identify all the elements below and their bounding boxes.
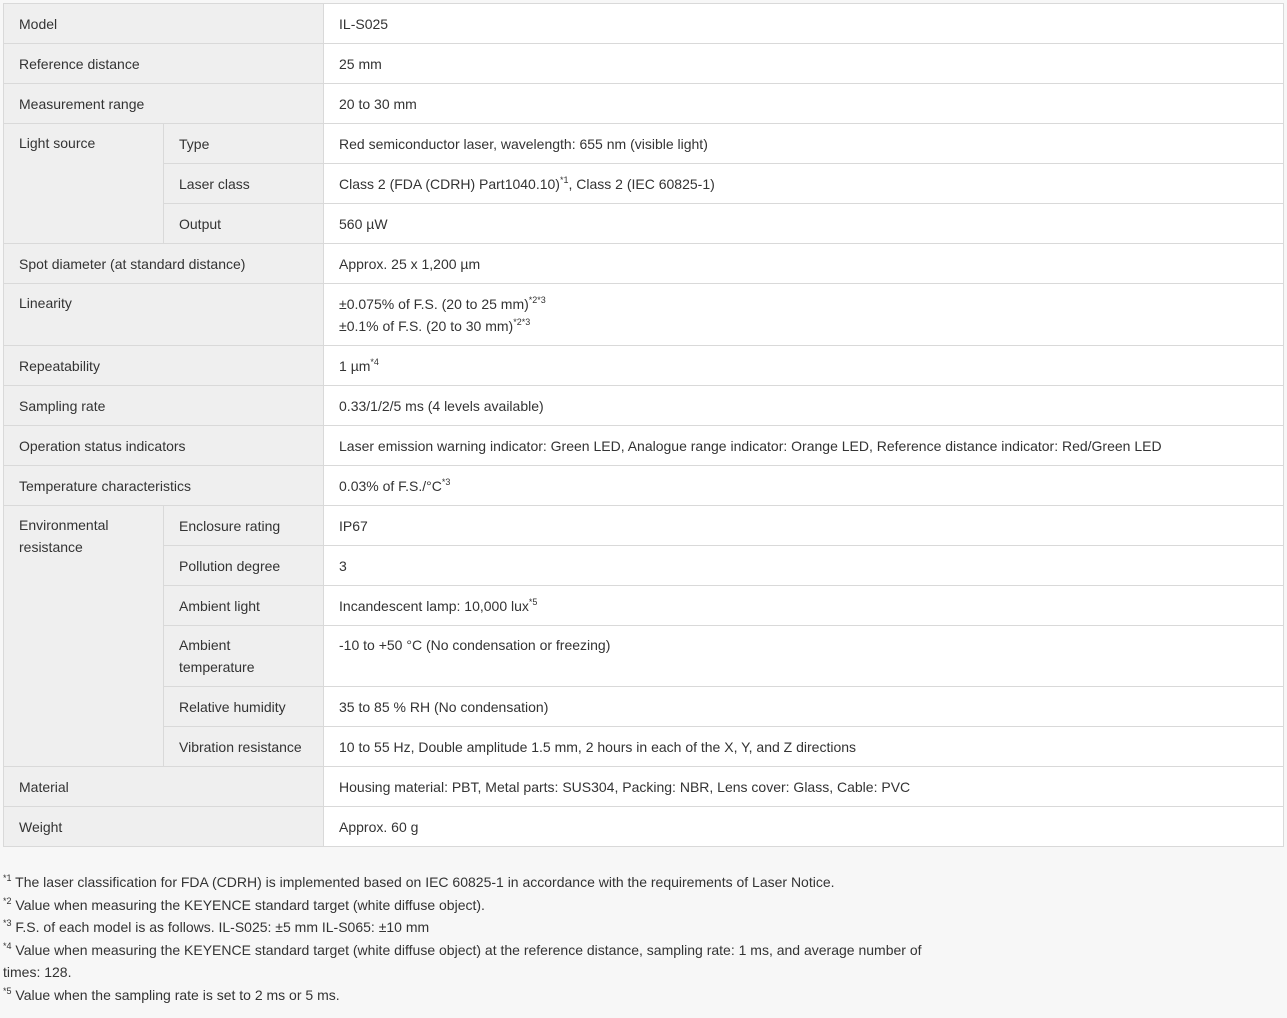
row-sampling-rate (4, 386, 1284, 426)
row-label: Weight (4, 807, 324, 847)
footnote-ref: *2*3 (528, 294, 546, 305)
row-value (324, 284, 1284, 346)
row-humidity (4, 687, 1284, 727)
row-label: Operation status indicators (4, 426, 324, 466)
footnote (3, 984, 933, 1007)
row-label: Material (4, 767, 324, 807)
sub-label: Pollution degree (164, 546, 324, 586)
row-spot-diameter (4, 244, 1284, 284)
row-value: 35 to 85 % RH (No condensation) (324, 687, 1284, 727)
value-text: Class 2 (FDA (CDRH) Part1040.10) (339, 175, 560, 192)
footnote-text: Value when measuring the KEYENCE standard target (white diffuse object) at the reference distance, sampling rate: 1 ms, and average number of times: 128. (3, 941, 922, 981)
row-value: Approx. 25 x 1,200 µm (324, 244, 1284, 284)
row-label: Model (4, 4, 324, 44)
footnote-text: The laser classification for FDA (CDRH) is implemented based on IEC 60825-1 in accordance with the requirements of Laser Notice. (11, 874, 835, 890)
row-value (324, 346, 1284, 386)
footnote-mark: *4 (3, 940, 12, 951)
sub-label: Enclosure rating (164, 506, 324, 546)
row-pollution (4, 546, 1284, 586)
footnote-mark: *1 (3, 873, 12, 883)
footnote-ref: *3 (441, 476, 451, 487)
row-linearity (4, 284, 1284, 346)
row-temperature (4, 466, 1284, 506)
row-material (4, 767, 1284, 807)
sub-label: Ambient temperature (164, 626, 324, 687)
row-value: 0.33/1/2/5 ms (4 levels available) (324, 386, 1284, 426)
value-text: ±0.075% of F.S. (20 to 25 mm) (339, 295, 529, 312)
value-text: ±0.1% of F.S. (20 to 30 mm) (339, 317, 514, 334)
linearity-line-1 (339, 293, 1268, 315)
value-text: , Class 2 (IEC 60825-1) (568, 175, 715, 192)
row-value: 10 to 55 Hz, Double amplitude 1.5 mm, 2 hours in each of the X, Y, and Z directions (324, 727, 1284, 767)
row-measurement-range (4, 84, 1284, 124)
sub-label: Type (164, 124, 324, 164)
footnote-mark: *5 (3, 985, 12, 996)
footnotes (3, 871, 933, 1007)
row-value: Approx. 60 g (324, 807, 1284, 847)
footnote (3, 894, 933, 917)
linearity-line-2 (339, 315, 1268, 337)
row-value: IL-S025 (324, 4, 1284, 44)
row-enclosure (4, 506, 1284, 546)
row-model (4, 4, 1284, 44)
row-label: Sampling rate (4, 386, 324, 426)
row-value: 25 mm (324, 44, 1284, 84)
group-label-environmental: Environmental resistance (4, 506, 164, 767)
sub-label: Output (164, 204, 324, 244)
row-laser-class (4, 164, 1284, 204)
row-value: -10 to +50 °C (No condensation or freezing) (324, 626, 1284, 687)
footnote (3, 871, 933, 894)
footnote-ref: *1 (559, 174, 569, 185)
row-value: 560 µW (324, 204, 1284, 244)
footnote-ref: *2*3 (513, 316, 531, 327)
footnote (3, 939, 933, 984)
footnote-ref: *4 (370, 356, 379, 367)
row-operation-status (4, 426, 1284, 466)
sub-label: Laser class (164, 164, 324, 204)
row-label: Repeatability (4, 346, 324, 386)
value-text: 1 µm (339, 357, 371, 374)
footnote-text: Value when the sampling rate is set to 2 ms or 5 ms. (11, 986, 340, 1003)
row-repeatability (4, 346, 1284, 386)
row-label: Linearity (4, 284, 324, 346)
footnote-mark: *3 (3, 918, 12, 929)
row-value: 20 to 30 mm (324, 84, 1284, 124)
footnote-ref: *5 (528, 596, 538, 607)
row-reference-distance (4, 44, 1284, 84)
spec-table (3, 3, 1284, 847)
row-label: Measurement range (4, 84, 324, 124)
row-vibration (4, 727, 1284, 767)
row-label: Temperature characteristics (4, 466, 324, 506)
row-weight (4, 807, 1284, 847)
footnote-mark: *2 (3, 895, 12, 906)
row-light-source-type (4, 124, 1284, 164)
sub-label: Vibration resistance (164, 727, 324, 767)
row-label: Spot diameter (at standard distance) (4, 244, 324, 284)
value-text: 0.03% of F.S./°C (339, 477, 442, 494)
value-text: Incandescent lamp: 10,000 lux (339, 597, 529, 614)
row-value: Housing material: PBT, Metal parts: SUS304, Packing: NBR, Lens cover: Glass, Cable: PVC (324, 767, 1284, 807)
sub-label: Relative humidity (164, 687, 324, 727)
row-value: Red semiconductor laser, wavelength: 655 nm (visible light) (324, 124, 1284, 164)
row-value: Laser emission warning indicator: Green LED, Analogue range indicator: Orange LED, Reference distance indicator: Red/Green LED (324, 426, 1284, 466)
row-value: 3 (324, 546, 1284, 586)
row-label: Reference distance (4, 44, 324, 84)
footnote (3, 916, 933, 939)
footnote-text: F.S. of each model is as follows. IL-S025: ±5 mm IL-S065: ±10 mm (11, 919, 430, 936)
row-value (324, 466, 1284, 506)
footnote-text: Value when measuring the KEYENCE standard target (white diffuse object). (11, 896, 485, 913)
row-value (324, 164, 1284, 204)
row-ambient-light (4, 586, 1284, 626)
sub-label: Ambient light (164, 586, 324, 626)
row-value (324, 586, 1284, 626)
row-value: IP67 (324, 506, 1284, 546)
row-ambient-temperature (4, 626, 1284, 687)
group-label-light-source: Light source (4, 124, 164, 244)
row-output (4, 204, 1284, 244)
